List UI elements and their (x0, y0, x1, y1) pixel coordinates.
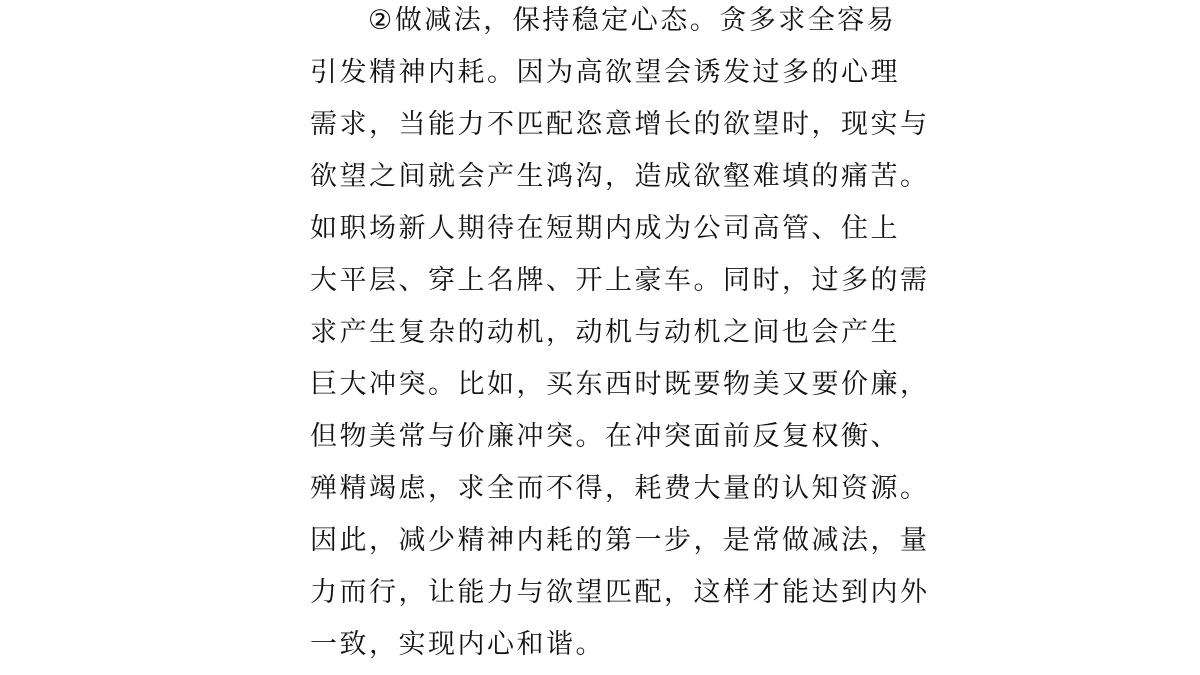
text-line: 求产生复杂的动机，动机与动机之间也会产生 (310, 317, 900, 348)
text-line: 一致，实现内心和谐。 (310, 629, 605, 660)
text-line: 但物美常与价廉冲突。在冲突面前反复权衡、 (310, 421, 900, 452)
text-line: 如职场新人期待在短期内成为公司高管、住上 (310, 213, 900, 244)
text-line: ②做减法，保持稳定心态。贪多求全容易 (368, 5, 897, 36)
text-line: 大平层、穿上名牌、开上豪车。同时，过多的需 (310, 265, 930, 296)
text-line: 巨大冲突。比如，买东西时既要物美又要价廉， (310, 369, 930, 400)
text-line: 欲望之间就会产生鸿沟，造成欲壑难填的痛苦。 (310, 161, 930, 192)
text-line: 引发精神内耗。因为高欲望会诱发过多的心理 (310, 57, 900, 88)
text-line: 需求，当能力不匹配恣意增长的欲望时，现实与 (310, 109, 930, 140)
text-line: 殚精竭虑，求全而不得，耗费大量的认知资源。 (310, 473, 930, 504)
text-line: 因此，减少精神内耗的第一步，是常做减法，量 (310, 525, 930, 556)
text-line: 力而行，让能力与欲望匹配，这样才能达到内外 (310, 577, 930, 608)
